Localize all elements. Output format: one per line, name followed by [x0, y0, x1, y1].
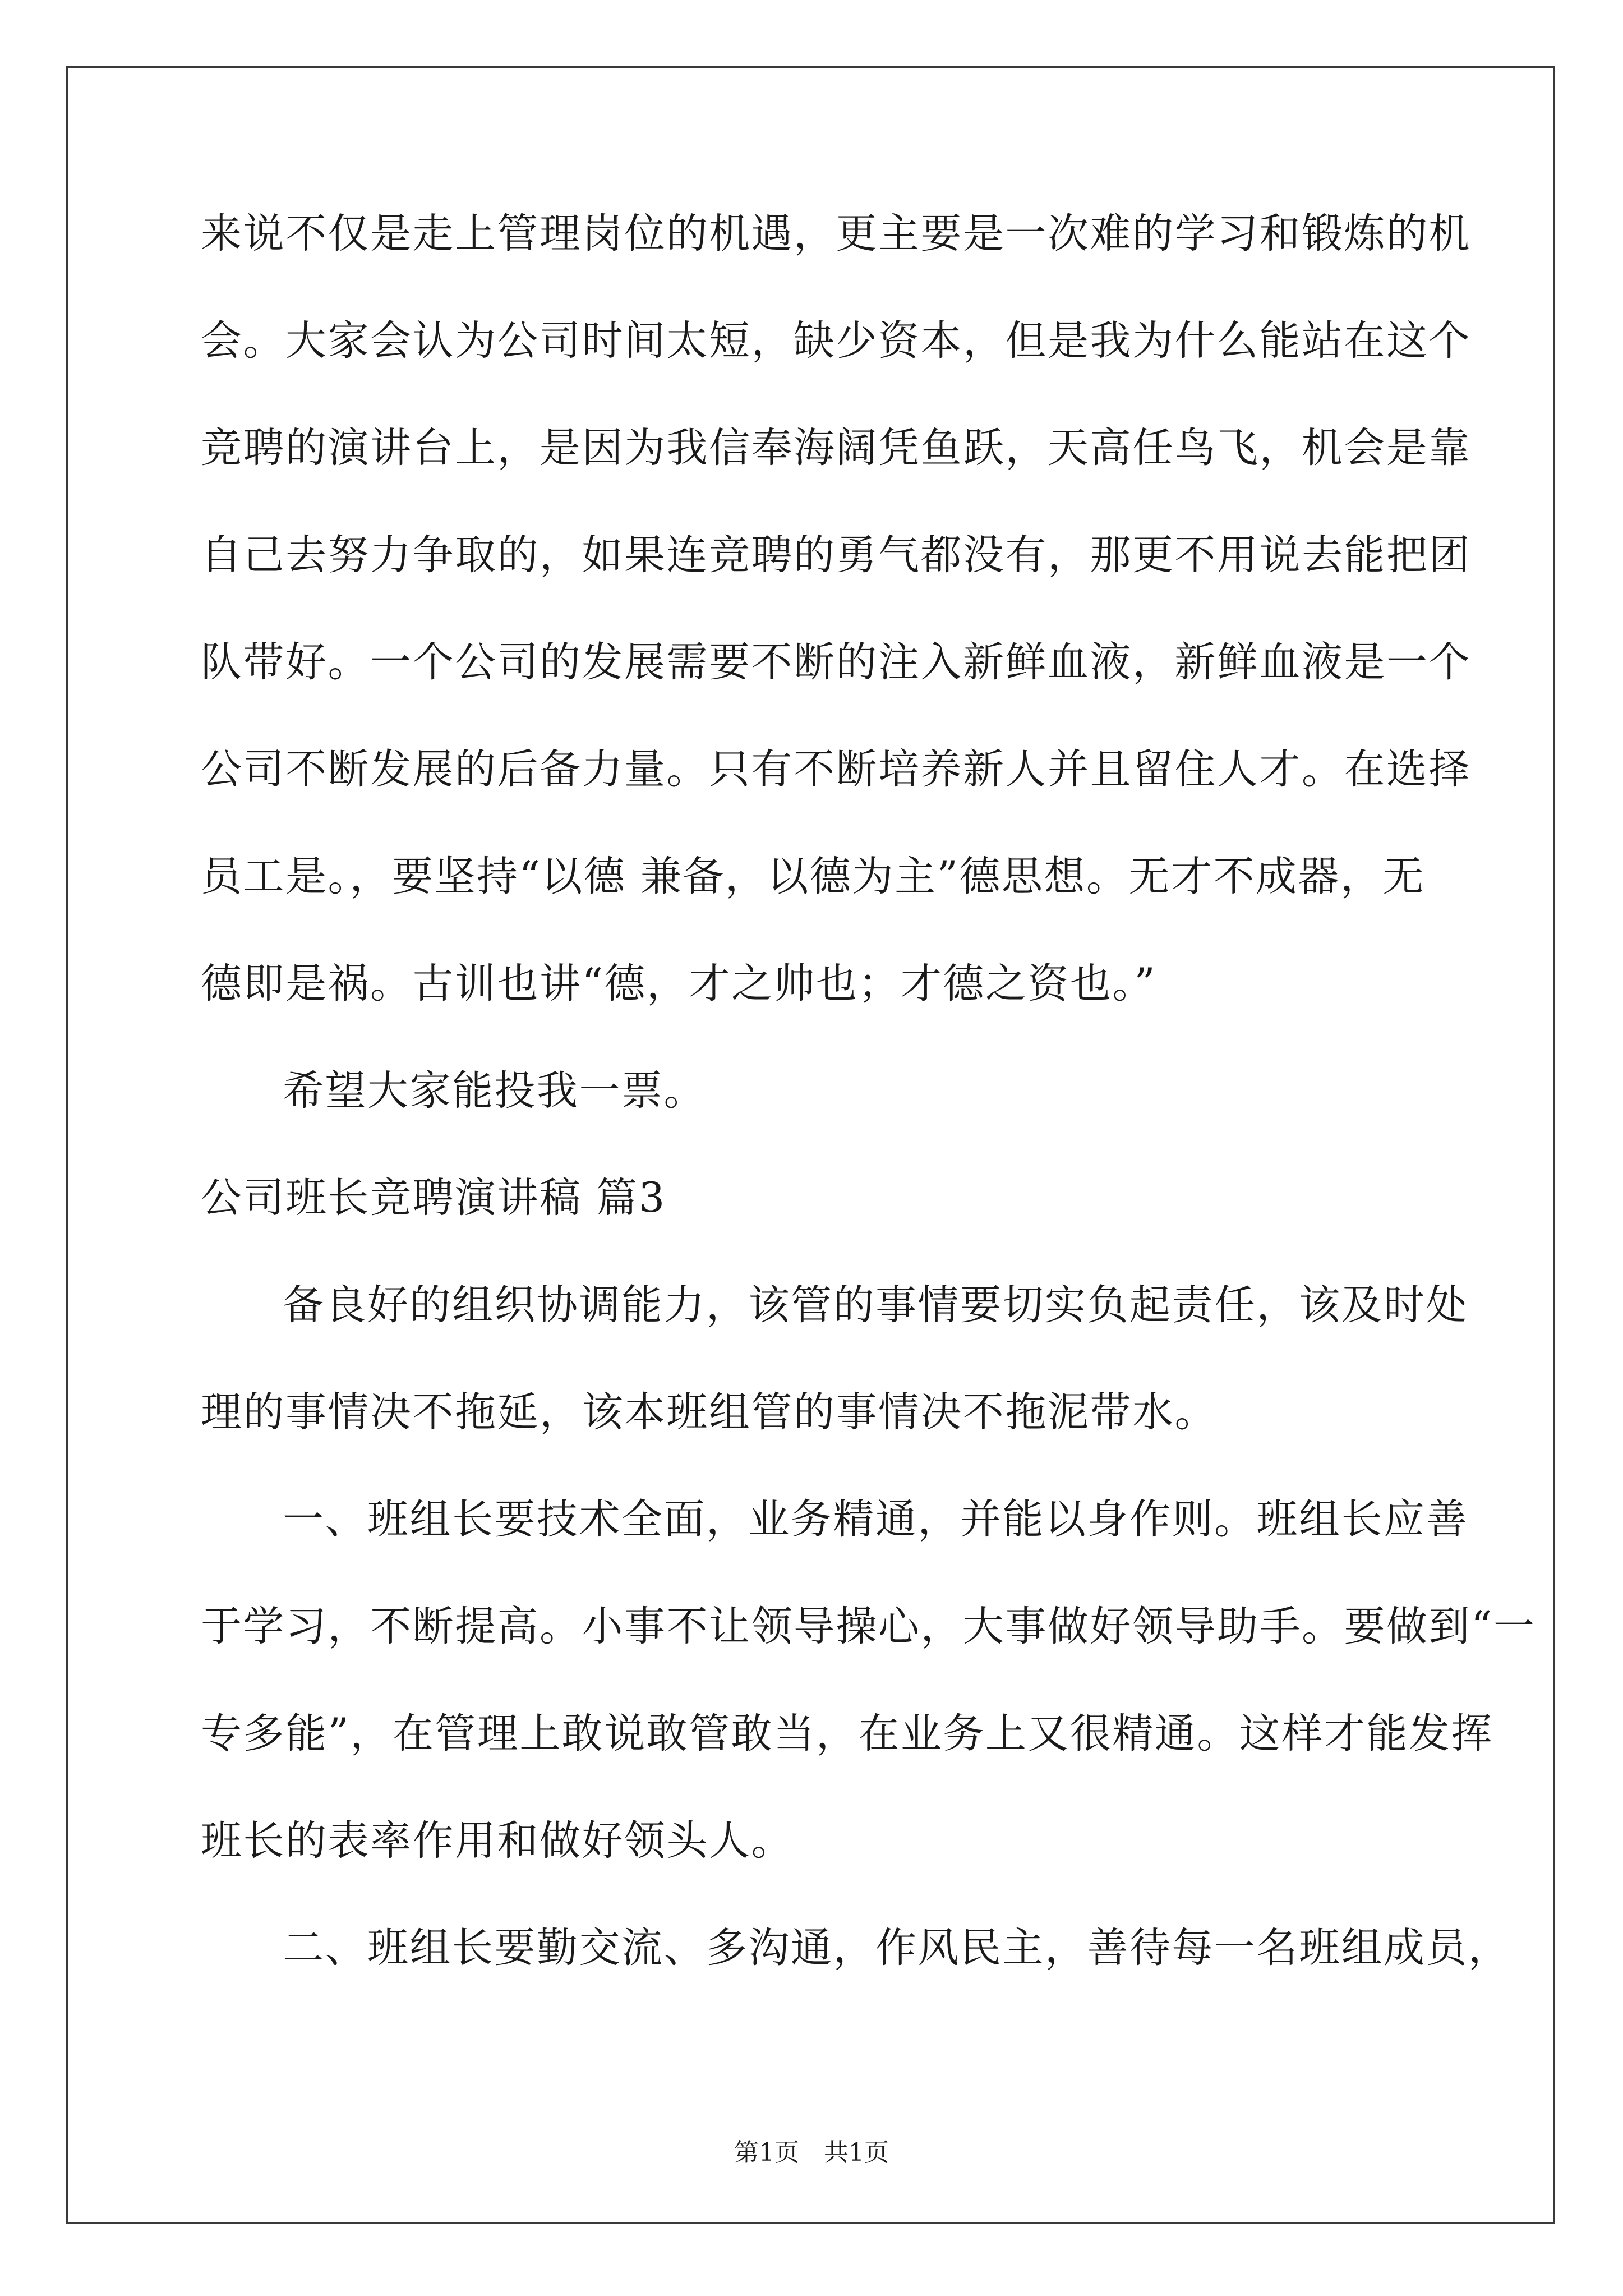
text-line: 班长的表率作用和做好领头人。 — [201, 1817, 794, 1865]
text-line: 会。大家会认为公司时间太短，缺少资本，但是我为什么能站在这个 — [201, 317, 1471, 365]
text-line: 理的事情决不拖延，该本班组管的事情决不拖泥带水。 — [201, 1388, 1217, 1436]
text-line: 一、班组长要技术全面，业务精通，并能以身作则。班组长应善 — [283, 1496, 1468, 1543]
page-border — [66, 66, 1555, 2224]
text-line: 来说不仅是走上管理岗位的机遇，更主要是一次难的学习和锻炼的机 — [201, 210, 1471, 257]
text-line: 备良好的组织协调能力，该管的事情要切实负起责任，该及时处 — [283, 1281, 1468, 1329]
text-line: 竞聘的演讲台上，是因为我信奉海阔凭鱼跃，天高任鸟飞，机会是靠 — [201, 424, 1471, 472]
text-line: 于学习，不断提高。小事不让领导操心，大事做好领导助手。要做到“一 — [201, 1603, 1536, 1650]
text-line: 队带好。一个公司的发展需要不断的注入新鲜血液，新鲜血液是一个 — [201, 638, 1471, 686]
text-line: 德即是祸。古训也讲“德，才之帅也；才德之资也。” — [201, 960, 1157, 1007]
text-line: 公司不断发展的后备力量。只有不断培养新人并且留住人才。在选择 — [201, 746, 1471, 793]
text-line: 希望大家能投我一票。 — [283, 1067, 706, 1115]
page-footer: 第1页 共1页 — [734, 2138, 889, 2167]
text-line: 自己去努力争取的，如果连竞聘的勇气都没有，那更不用说去能把团 — [201, 531, 1471, 579]
section-heading: 公司班长竞聘演讲稿 篇3 — [201, 1174, 666, 1222]
text-line: 专多能”，在管理上敢说敢管敢当，在业务上又很精通。这样才能发挥 — [201, 1710, 1493, 1757]
text-line: 员工是。，要坚持“以德 兼备，以德为主”德思想。无才不成器，无 — [201, 853, 1425, 900]
text-line: 二、班组长要勤交流、多沟通，作风民主，善待每一名班组成员， — [283, 1924, 1511, 1972]
